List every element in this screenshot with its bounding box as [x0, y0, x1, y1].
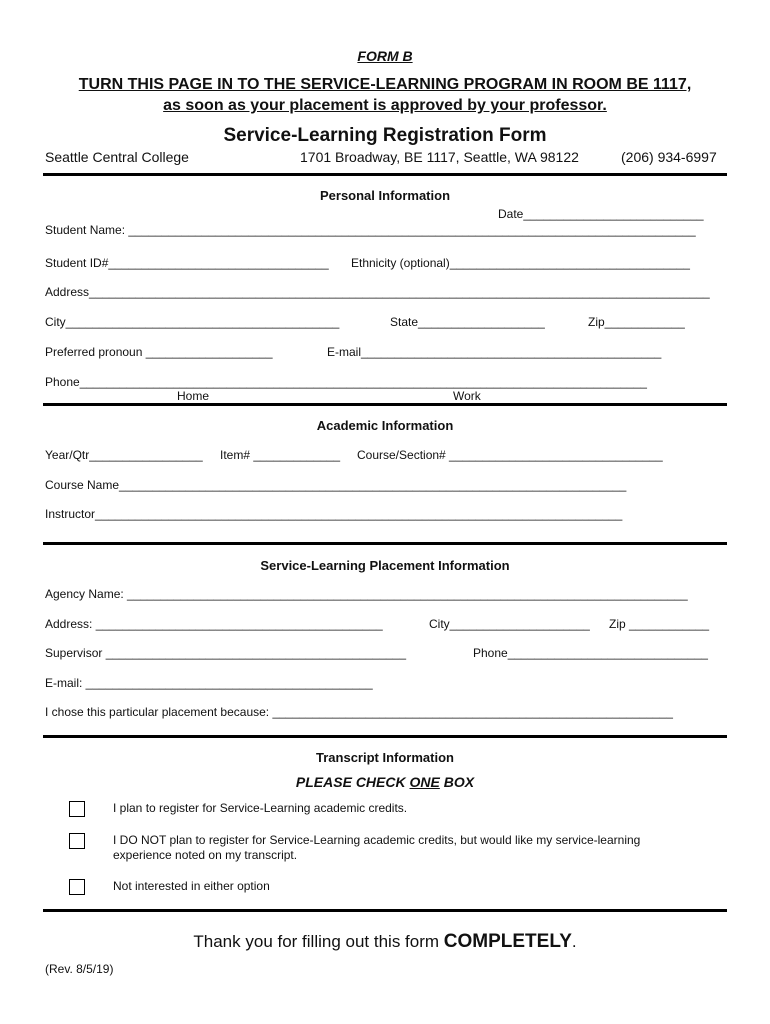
thank-you-message	[0, 931, 770, 953]
agency-zip-field[interactable]: Zip ____________	[609, 617, 710, 631]
option-not-interested-label: Not interested in either option	[113, 879, 270, 893]
college-name: Seattle Central College	[45, 149, 189, 165]
home-label: Home	[177, 389, 210, 403]
academic-info-heading: Academic Information	[316, 418, 454, 433]
city-field[interactable]: City_________________________________________	[45, 315, 340, 329]
course-section-field[interactable]: Course/Section# ________________________________	[357, 448, 663, 462]
agency-address-field[interactable]: Address: ___________________________________________	[45, 617, 383, 631]
zip-field[interactable]: Zip____________	[588, 315, 685, 329]
option-register-credits-label: I plan to register for Service-Learning academic credits.	[113, 801, 408, 815]
student-id-field[interactable]: Student ID#_________________________________	[45, 256, 329, 270]
divider	[43, 542, 727, 545]
pronoun-field[interactable]: Preferred pronoun ___________________	[45, 345, 273, 359]
email-field[interactable]: E-mail_____________________________________________	[327, 345, 662, 359]
divider	[43, 173, 727, 176]
form-label: FORM B	[357, 48, 413, 64]
checkbox-not-interested[interactable]	[69, 879, 85, 895]
instruction-line-2: as soon as your placement is approved by your professor.	[163, 97, 607, 114]
item-field[interactable]: Item# _____________	[220, 448, 341, 462]
personal-info-heading: Personal Information	[319, 188, 451, 203]
placement-reason-field[interactable]: I chose this particular placement because: ____________________________________________________________	[45, 705, 673, 719]
student-name-field[interactable]: Student Name: _____________________________________________________________________________________	[45, 223, 696, 237]
thank-you-text: Thank you for filling out this form	[193, 932, 444, 951]
supervisor-field[interactable]: Supervisor _____________________________________________	[45, 646, 407, 660]
state-field[interactable]: State___________________	[390, 315, 545, 329]
form-title: Service-Learning Registration Form	[223, 125, 547, 146]
thank-you-period: .	[571, 932, 577, 951]
revision-date: (Rev. 8/5/19)	[45, 962, 114, 976]
phone-field[interactable]: Phone_____________________________________________________________________________________	[45, 375, 647, 389]
transcript-info-heading: Transcript Information	[316, 750, 454, 765]
option-transcript-note-label-2: experience noted on my transcript.	[113, 848, 298, 862]
agency-city-field[interactable]: City_____________________	[429, 617, 590, 631]
ethnicity-field[interactable]: Ethnicity (optional)____________________________________	[351, 256, 690, 270]
agency-name-field[interactable]: Agency Name: ____________________________________________________________________________________	[45, 587, 688, 601]
program-phone: (206) 934-6997	[621, 149, 717, 165]
checkbox-transcript-note[interactable]	[69, 833, 85, 849]
supervisor-phone-field[interactable]: Phone______________________________	[473, 646, 708, 660]
placement-email-field[interactable]: E-mail: ___________________________________________	[45, 676, 373, 690]
date-field[interactable]: Date___________________________	[498, 207, 704, 221]
work-label: Work	[453, 389, 481, 403]
divider	[43, 403, 727, 406]
check-suffix: BOX	[439, 774, 475, 790]
check-prefix: PLEASE CHECK	[295, 774, 410, 790]
completely-emphasis: COMPLETELY	[443, 931, 572, 952]
placement-info-heading: Service-Learning Placement Information	[260, 558, 510, 573]
instruction-line-1: TURN THIS PAGE IN TO THE SERVICE-LEARNING PROGRAM IN ROOM BE 1117,	[78, 76, 692, 93]
check-one-emphasis: ONE	[409, 774, 440, 790]
year-qtr-field[interactable]: Year/Qtr_________________	[45, 448, 203, 462]
course-name-field[interactable]: Course Name____________________________________________________________________________	[45, 478, 627, 492]
checkbox-register-credits[interactable]	[69, 801, 85, 817]
address-field[interactable]: Address_____________________________________________________________________________________________	[45, 285, 710, 299]
option-transcript-note-label-1: I DO NOT plan to register for Service-Learning academic credits, but would like my service-learning	[113, 833, 641, 847]
divider	[43, 735, 727, 738]
check-one-instruction	[0, 774, 770, 790]
instructor-field[interactable]: Instructor_______________________________________________________________________________	[45, 507, 623, 521]
divider	[43, 909, 727, 912]
program-address: 1701 Broadway, BE 1117, Seattle, WA 98122	[300, 149, 579, 165]
